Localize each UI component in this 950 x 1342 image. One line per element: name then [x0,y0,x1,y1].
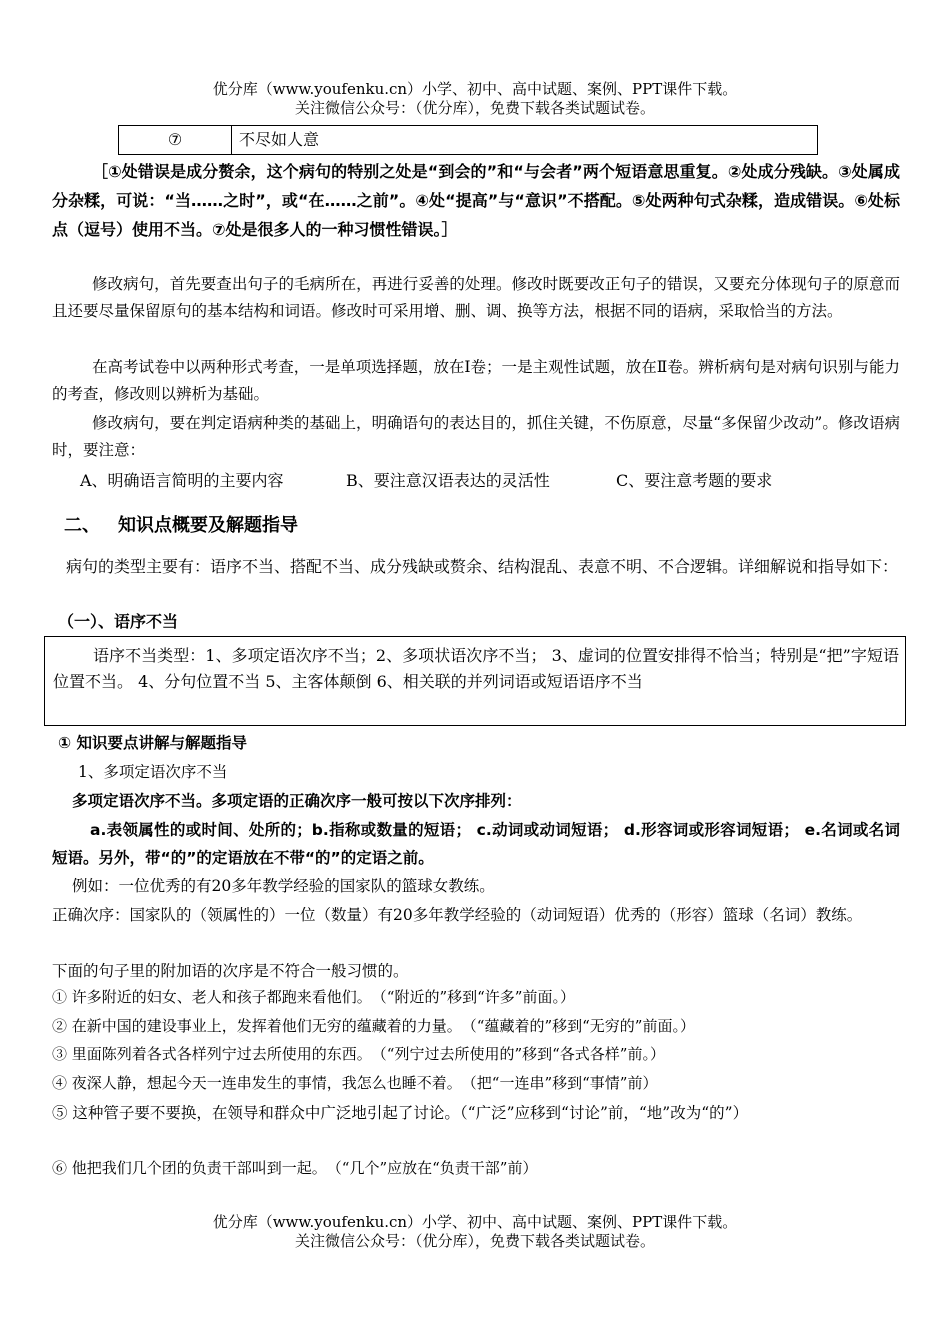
list-item: ② 在新中国的建设事业上，发挥着他们无穷的蕴藏着的力量。 （“蕴藏着的”移到“无穷的”前面。） [52,1017,695,1035]
option-c: C、要注意考题的要求 [616,471,773,490]
footer-line-2: 关注微信公众号：（优分库），免费下载各类试题试卷。 [294,1232,655,1250]
paragraph-intro: 病句的类型主要有：语序不当、搭配不当、成分残缺或赘余、结构混乱、表意不明、不合逻辑。详细解说和指导如下： [66,557,899,576]
table-cell-number: ⑦ [119,126,232,154]
item-heading: 1、多项定语次序不当 [78,763,228,781]
example-sentence: 例如：一位优秀的有20多年教学经验的国家队的篮球女教练。 [72,877,495,895]
option-b: B、要注意汉语表达的灵活性 [346,471,550,490]
section-title: 知识点概要及解题指导 [118,515,298,536]
point-heading: ① 知识要点讲解与解题指导 [58,734,248,752]
summary-box-text: 语序不当类型：1、多项定语次序不当；2、多项状语次序不当； 3、虚词的位置安排得不恰当；特别是“把”字短语位置不当。 4、分句位置不当 5、主客体颠倒 6、相关联的并列词语或短语语序不当 [53,646,899,691]
paragraph-attention: 修改病句，要在判定语病种类的基础上，明确语句的表达目的，抓住关键，不伤原意，尽量“多保留少改动”。修改语病时，要注意： [52,414,900,459]
summary-box [44,636,906,726]
list-item: ① 许多附近的妇女、老人和孩子都跑来看他们。 （“附近的”移到“许多”前面。） [52,988,575,1006]
paragraph-revise-method: 修改病句，首先要查出句子的毛病所在，再进行妥善的处理。修改时既要改正句子的错误，又要充分体现句子的原意而且还要尽量保留原句的基本结构和词语。修改时可采用增、删、调、换等方法，根据不同的语病，采取恰当的方法。 [52,275,900,320]
paragraph-exam-form: 在高考试卷中以两种形式考查，一是单项选择题，放在Ⅰ卷；一是主观性试题，放在Ⅱ卷。辨析病句是对病句识别与能力的考查，修改则以辨析为基础。 [52,358,900,403]
subsection-title: （一）、语序不当 [58,612,179,631]
option-a: A、明确语言简明的主要内容 [80,471,284,490]
list-item: ③ 里面陈列着各式各样列宁过去所使用的东西。 （“列宁过去所使用的”移到“各式各样”前。） [52,1045,665,1063]
footer-line-1: 优分库（www.youfenku.cn）小学、初中、高中试题、案例、PPT课件下载。 [212,1213,738,1231]
list-item: ⑤ 这种管子要不要换，在领导和群众中广泛地引起了讨论。（“广泛”应移到“讨论”前，“地”改为“的”） [52,1104,749,1122]
header-line-1: 优分库（www.youfenku.cn）小学、初中、高中试题、案例、PPT课件下载。 [212,80,738,98]
rule-title: 多项定语次序不当。多项定语的正确次序一般可按以下次序排列： [72,792,522,810]
table-cell-text: 不尽如人意 [239,130,320,149]
correct-order: 正确次序：国家队的（领属性的）一位（数量）有20多年教学经验的（动词短语）优秀的（形容）篮球（名词）教练。 [52,906,863,924]
section-number: 二、 [64,515,100,536]
answer-explanation: ［①处错误是成分赘余，这个病句的特别之处是“到会的”和“与会者”两个短语意思重复。②处成分残缺。③处属成分杂糅，可说：“当……之时”，或“在……之前”。④处“提高”与“意识”不搭配。⑤处两种句式杂糅，造成错误。⑥处标点（逗号）使用不当。⑦处是很多人的一种习惯性错误。］ [52,162,900,239]
rule-body: a.表领属性的或时间、处所的；b.指称或数量的短语； c.动词或动词短语； d.形容词或形容词短语； e.名词或名词短语。另外，带“的”的定语放在不带“的”的定语之前。 [52,821,900,867]
header-line-2: 关注微信公众号：（优分库），免费下载各类试题试卷。 [294,99,655,117]
below-note: 下面的句子里的附加语的次序是不符合一般习惯的。 [52,962,409,980]
list-item: ④ 夜深人静，想起今天一连串发生的事情，我怎么也睡不着。 （把“一连串”移到“事情”前） [52,1074,658,1092]
answer-table-row [118,125,818,155]
list-item: ⑥ 他把我们几个团的负责干部叫到一起。 （“几个”应放在“负责干部”前） [52,1159,538,1177]
